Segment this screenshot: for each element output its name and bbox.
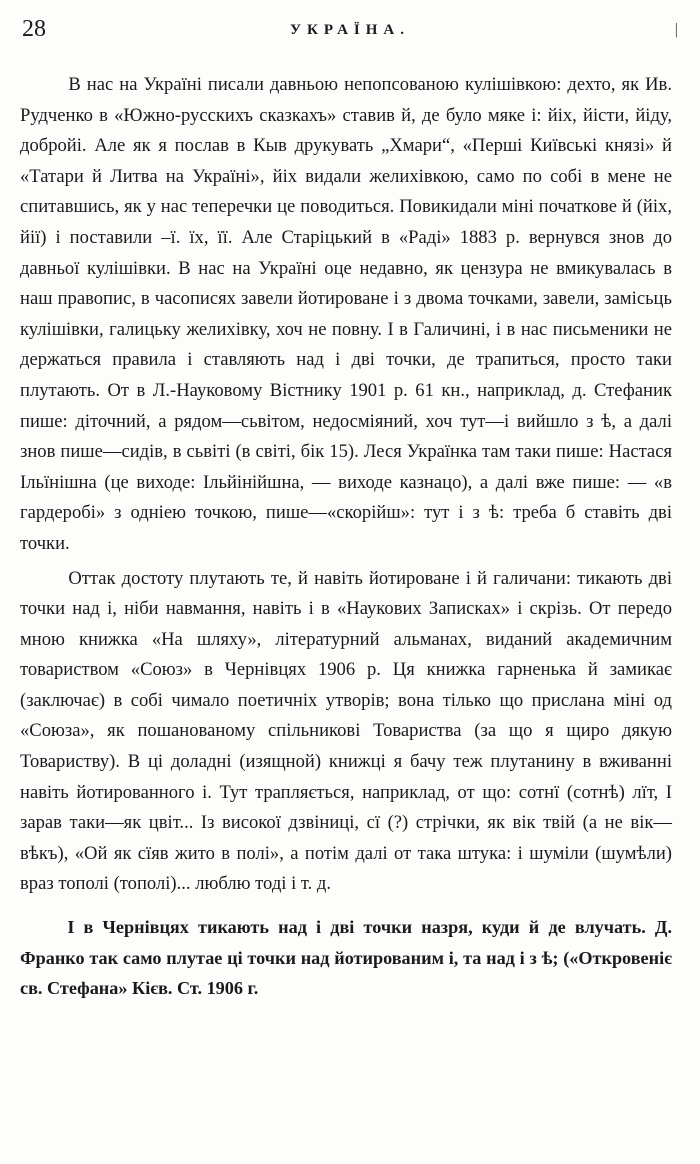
running-title: УКРАЇНА. <box>289 22 411 38</box>
page-header <box>22 14 678 48</box>
paragraph-2: Оттак достоту плутають те, й навіть йотироване і й галичани: тикають дві точки над і, ніби навмання, навіть і в «Наукових Записках» і скрізь. От передо мною книжка «На шляху», літературний альманах, виданий академичним товариством «Союз» в Чернівцях 1906 р. Ця книжка гарненька й замикає (заключає) в собі чимало поетичніх утворів; вона тілько що прислана міні од «Союза», як пошанованому спільникові Товариства (за що я щиро дякую Товариству). В ці доладні (изящной) книжці я бачу теж плутанину в вживанні навіть йотированного і. Тут трапляється, наприклад, от що: сотнї (сотнѣ) лїт, І зарав таки—як цвіт... Із високої дзвіниці, сї (?) стрічки, як вік твій (а не вік—вѣкъ), «Ой як сїяв жито в полі», а потім далі от така штука: і шуміли (шумѣли) враз тополі (тополі)... люблю тоді і т. д. <box>20 567 672 895</box>
margin-mark: | <box>674 21 678 38</box>
paragraph-1: В нас на Україні писали давньою непопсованою кулішівкою: дехто, як Ив. Рудченко в «Южно-русскихъ сказкахъ» ставив й, де було мяке і: йіх, йісти, йіду, добройі. Але як я послав в Кыв друкувать „Хмари“, «Перші Київські князі» й «Татари й Литва на Україні», йіх видали желихівкою, само по собі в мене не спитавшись, як у нас теперечки це поводиться. Повикидали міні початкове й (йіх, йії) і поставили –ї. їх, її. Але Старіцький в «Раді» 1883 р. вернувся знов до давньої кулішівки. В нас на Україні оце недавно, як цензура не вмикувалась в наш правопис, в часописях завели йотироване і з двома точками, завели, замісьць кулішівки, галицьку желихівку, хоч не повну. І в Галичині, і в нас письменики не держаться правила і ставляють над і дві точки, де трапиться, просто таки плутають. От в Л.-Науковому Вістнику 1901 р. 61 кн., наприклад, д. Стефаник пише: діточний, а рядом—сьвітом, недосміяний, хоч тут—і вийшло з ѣ, а далі знов пише—сидів, в сьвіті (в світі, бік 15). Леся Українка там таки пише: Настася Ільїнішна (це виходе: Ільйінійшна, — виходе казнацо), а далі вже пише: — «в гардеробі» з одніею точкою, пише—«скорійш»: тут і з ѣ: треба б ставіть дві точки. <box>20 74 672 554</box>
page-number: 28 <box>22 16 46 42</box>
paragraph-3: І в Чернівцях тикають над і дві точки назря, куди й де влучать. Д. Франко так само плутае ці точки над йотированим і, та над і з ѣ; («Откровеніє св. Стефана» Кієв. Ст. 1906 г. <box>20 917 672 999</box>
body-text <box>20 70 672 1004</box>
